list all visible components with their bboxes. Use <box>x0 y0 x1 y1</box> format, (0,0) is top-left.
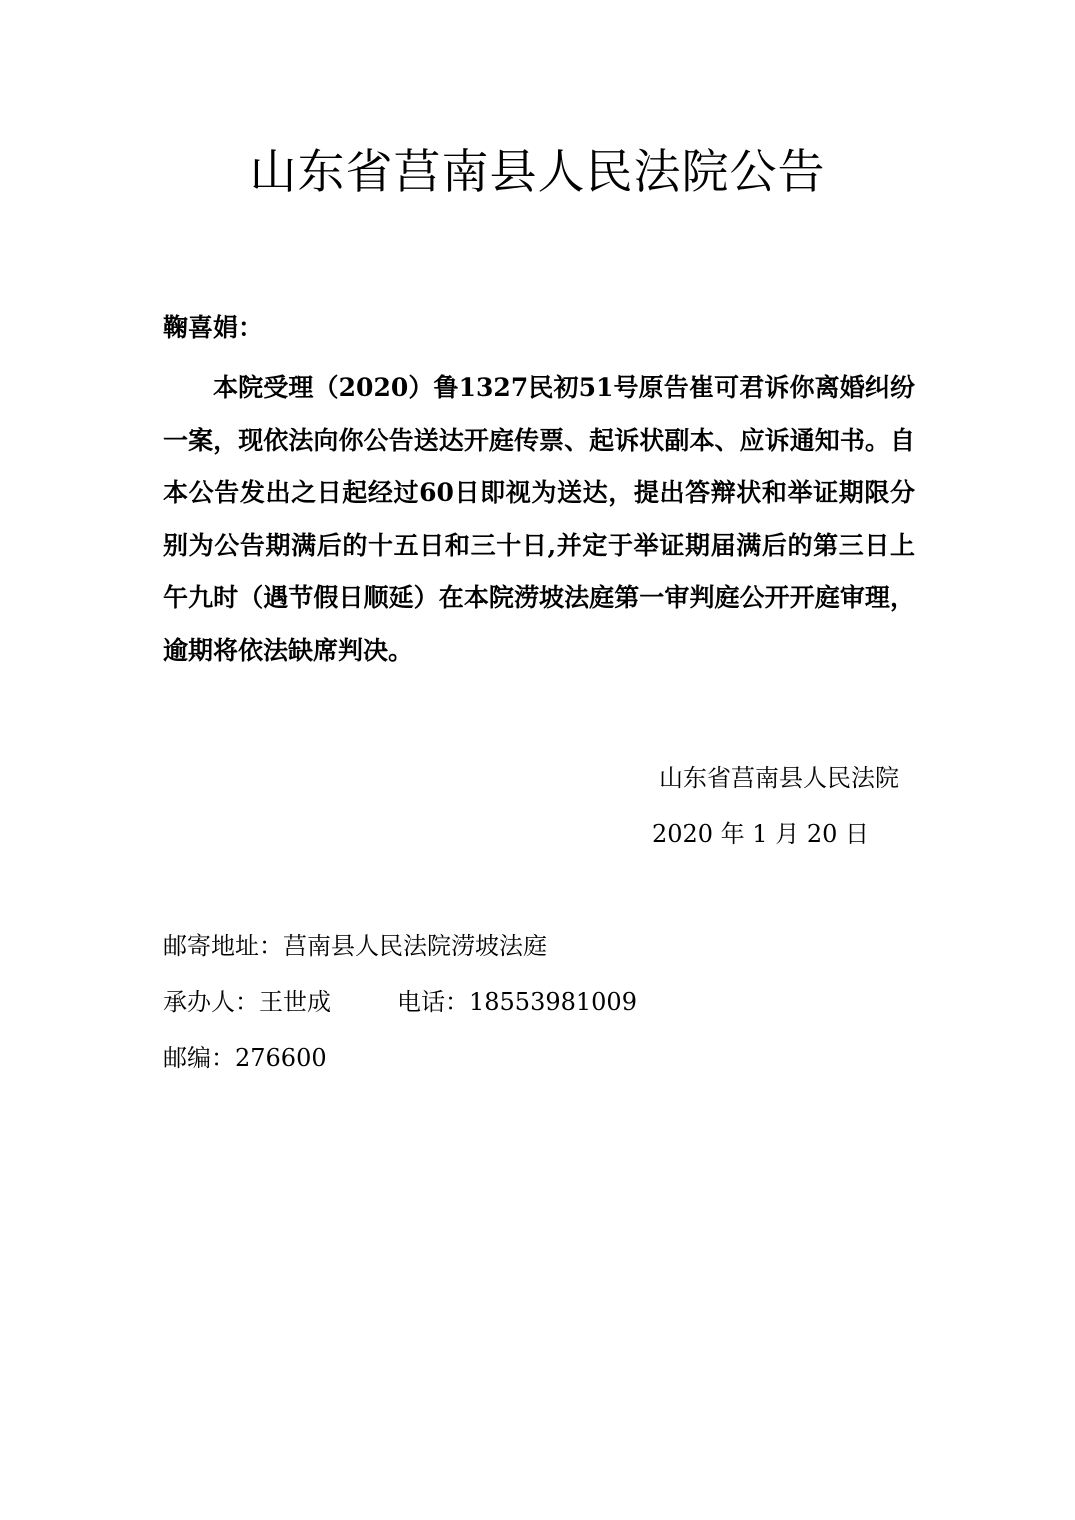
handler-value: 王世成 <box>259 988 331 1016</box>
mailing-address-line <box>163 926 547 966</box>
addressee: 鞠喜娟： <box>163 313 264 342</box>
mailing-address-value: 莒南县人民法院涝坡法庭 <box>283 932 547 960</box>
phone-label: 电话： <box>397 988 469 1016</box>
handler-label: 承办人： <box>163 988 259 1016</box>
signature-court: 山东省莒南县人民法院 <box>659 764 899 792</box>
mailing-address-label: 邮寄地址： <box>163 932 283 960</box>
notice-body: 本院受理（2020）鲁1327民初51号原告崔可君诉你离婚纠纷一案，现依法向你公告送达开庭传票、起诉状副本、应诉通知书。自本公告发出之日起经过60日即视为送达，提出答辩状和举证期限分别为公告期满后的十五日和三十日,并定于举证期届满后的第三日上午九时（遇节假日顺延）在本院涝坡法庭第一审判庭公开开庭审理，逾期将依法缺席判决。 <box>163 373 915 665</box>
zip-value: 276600 <box>235 1044 327 1072</box>
notice-title: 山东省莒南县人民法院公告 <box>249 145 826 200</box>
zip-label: 邮编： <box>163 1044 235 1072</box>
handler-line <box>163 982 637 1022</box>
zip-line <box>163 1038 327 1078</box>
phone-value: 18553981009 <box>469 988 637 1016</box>
signature-date: 2020 年 1 月 20 日 <box>651 820 869 848</box>
